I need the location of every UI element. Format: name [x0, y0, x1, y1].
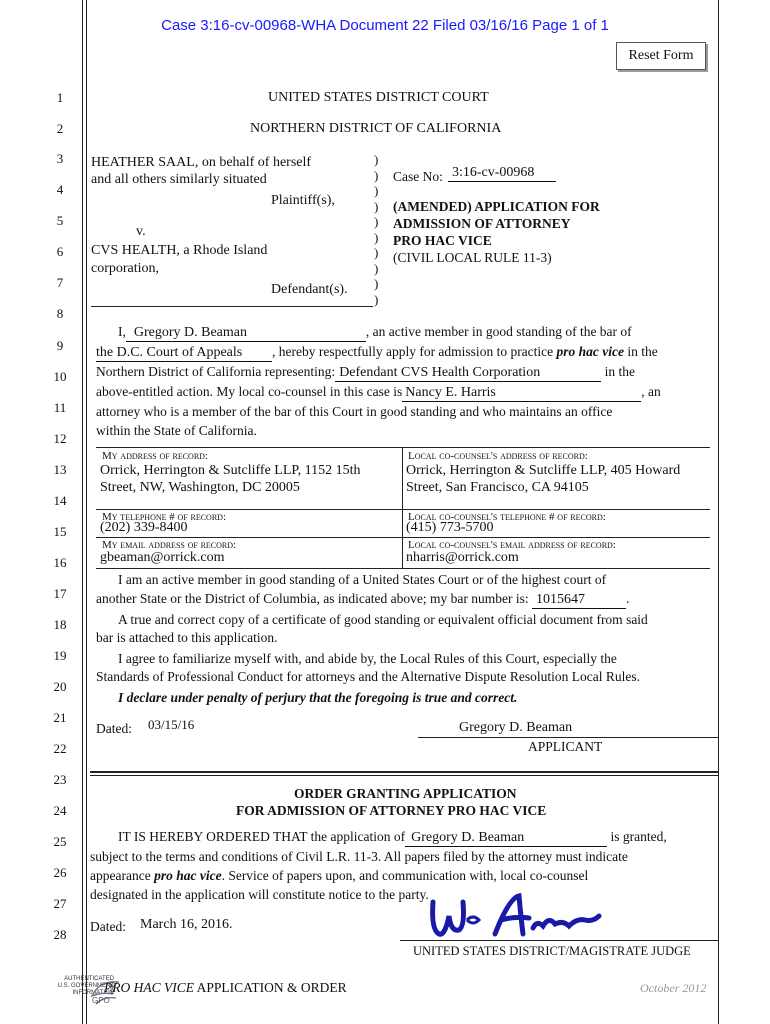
cocounsel-address-label: Local co-counsel's address of record: [408, 450, 588, 462]
seal-line-2: U.S. GOVERNMENT [57, 983, 114, 989]
left-margin-line-1 [82, 0, 83, 1024]
seal-gpo: GPO [92, 996, 110, 1005]
order-line-1 [118, 829, 667, 847]
line-number: 26 [53, 865, 67, 880]
case-no-label: Case No: [393, 169, 443, 184]
cocounsel-field[interactable]: Nancy E. Harris [402, 385, 641, 402]
order-line-2: subject to the terms and conditions of Civil L.R. 11-3. All papers filed by the attorney must indicate [90, 849, 628, 864]
title-line-1: (AMENDED) APPLICATION FOR [393, 199, 600, 214]
applicant-signature-field[interactable]: Gregory D. Beaman [459, 720, 573, 735]
para-1-line-1: I am an active member in good standing of a United States Court or of the highest court of [118, 572, 607, 587]
line-number: 22 [53, 741, 67, 756]
line-number: 18 [53, 617, 67, 632]
body-line-1 [118, 324, 632, 342]
line-number: 12 [53, 431, 67, 446]
line-number: 28 [53, 927, 67, 942]
line-number: 8 [56, 306, 64, 321]
dated-label: Dated: [96, 721, 132, 736]
line-number: 5 [56, 213, 64, 228]
line-number: 11 [53, 400, 67, 415]
footer-pro-hac-vice: PRO HAC VICE [104, 980, 194, 995]
title-line-3: PRO HAC VICE [393, 233, 492, 248]
defendant-role: Defendant(s). [271, 282, 348, 297]
line-number: 16 [53, 555, 67, 570]
title-line-2: ADMISSION OF ATTORNEY [393, 216, 571, 231]
defendant-line-1: CVS HEALTH, a Rhode Island [91, 243, 268, 258]
order-dated-label: Dated: [90, 919, 126, 934]
line-number: 13 [53, 462, 67, 477]
grid-top-line [96, 447, 710, 448]
line-number: 9 [56, 338, 64, 353]
filing-stamp: Case 3:16-cv-00968-WHA Document 22 Filed 03/16/16 Page 1 of 1 [161, 17, 609, 34]
order-line-3 [90, 868, 588, 884]
bar-field[interactable]: the D.C. Court of Appeals [96, 345, 272, 362]
order-dated-field[interactable]: March 16, 2016. [140, 917, 233, 932]
line-number: 20 [53, 679, 67, 694]
para-2-line-2: bar is attached to this application. [96, 630, 278, 645]
line-number: 21 [53, 710, 67, 725]
applicant-line [418, 737, 718, 738]
cocounsel-email-field[interactable]: nharris@orrick.com [406, 550, 519, 565]
plaintiff-line-2: and all others similarly situated [91, 172, 267, 187]
judge-line [400, 940, 718, 941]
my-address-line-2[interactable]: Street, NW, Washington, DC 20005 [100, 480, 300, 495]
defendant-line-2: corporation, [91, 261, 160, 276]
footer-title [104, 980, 347, 996]
caption-underline [91, 306, 373, 307]
grid-bottom-line [96, 568, 710, 569]
my-phone-field[interactable]: (202) 339-8400 [100, 520, 188, 535]
seal-line-3: INFORMATION [72, 990, 114, 996]
line-number: 15 [53, 524, 67, 539]
body-text-3b: in the [604, 364, 635, 379]
judge-signature [425, 890, 605, 945]
applicant-label: APPLICANT [528, 739, 603, 754]
i-prefix: I, [118, 324, 126, 339]
order-applicant-field[interactable]: Gregory D. Beaman [405, 830, 607, 847]
line-number: 23 [53, 772, 67, 787]
body-line-6: within the State of California. [96, 423, 257, 438]
body-line-4 [96, 384, 661, 402]
my-email-label: My email address of record: [102, 539, 237, 551]
line-number: 1 [56, 90, 64, 105]
body-text-4: above-entitled action. My local co-counsel in this case is [96, 384, 403, 399]
caption-parentheses: ) ) ) ) ) ) ) ) ) ) [374, 152, 379, 307]
reset-form-button[interactable]: Reset Form [616, 42, 706, 70]
cocounsel-phone-label: Local co-counsel's telephone # of record: [408, 511, 606, 523]
line-number: 4 [56, 182, 64, 197]
judge-label: UNITED STATES DISTRICT/MAGISTRATE JUDGE [413, 944, 691, 958]
order-text-1b: is granted, [610, 829, 667, 844]
para-1-text: another State or the District of Columbia, as indicated above; my bar number is: [96, 591, 529, 606]
representing-field[interactable]: Defendant CVS Health Corporation [335, 365, 601, 382]
para-3-line-1: I agree to familiarize myself with, and abide by, the Local Rules of this Court, especially the [118, 651, 617, 666]
cocounsel-address-line-2[interactable]: Street, San Francisco, CA 94105 [406, 480, 589, 495]
line-number: 27 [53, 896, 67, 911]
line-number: 19 [53, 648, 67, 663]
line-number: 7 [56, 275, 64, 290]
body-text-2b: in the [627, 344, 658, 359]
order-text-1a: IT IS HEREBY ORDERED THAT the application of [118, 829, 406, 844]
body-text-3: Northern District of California representing: [96, 364, 336, 379]
bar-number-field[interactable]: 1015647 [532, 592, 626, 609]
order-divider-2 [90, 775, 718, 776]
grid-line-2 [96, 509, 710, 510]
order-pro-hac-vice: pro hac vice [154, 868, 222, 883]
body-line-2 [96, 344, 658, 362]
line-number: 2 [56, 121, 64, 136]
cocounsel-address-line-1[interactable]: Orrick, Herrington & Sutcliffe LLP, 405 Howard [406, 463, 681, 478]
order-title-2: FOR ADMISSION OF ATTORNEY PRO HAC VICE [236, 803, 547, 818]
my-email-field[interactable]: gbeaman@orrick.com [100, 550, 225, 565]
para-2-line-1: A true and correct copy of a certificate of good standing or equivalent official document from said [118, 612, 648, 627]
footer-date: October 2012 [640, 981, 707, 995]
title-line-4: (CIVIL LOCAL RULE 11-3) [393, 250, 552, 265]
body-text-1: , an active member in good standing of the bar of [365, 324, 632, 339]
body-text-4b: , an [641, 384, 661, 399]
body-text-2a: , hereby respectfully apply for admission to practice [272, 344, 554, 359]
order-text-3b: . Service of papers upon, and communication with, local co-counsel [221, 868, 589, 883]
line-number: 24 [53, 803, 67, 818]
para-1-period: . [626, 591, 630, 606]
line-number: 6 [56, 244, 64, 259]
grid-line-3 [96, 537, 710, 538]
right-margin-line [718, 0, 719, 1024]
cocounsel-email-label: Local co-counsel's email address of record: [408, 539, 616, 551]
cocounsel-phone-field[interactable]: (415) 773-5700 [406, 520, 494, 535]
versus: v. [136, 224, 146, 239]
line-number: 3 [56, 151, 64, 166]
order-divider-1 [90, 771, 718, 773]
footer-application-order: APPLICATION & ORDER [196, 980, 347, 995]
my-phone-label: My telephone # of record: [102, 511, 227, 523]
order-line-4: designated in the application will constitute notice to the party. [90, 887, 429, 902]
order-title-1: ORDER GRANTING APPLICATION [294, 786, 517, 801]
line-number: 25 [53, 834, 67, 849]
para-3-line-2: Standards of Professional Conduct for attorneys and the Alternative Dispute Resolution Local Rules. [96, 669, 641, 684]
my-address-line-1[interactable]: Orrick, Herrington & Sutcliffe LLP, 1152 15th [100, 463, 361, 478]
line-number: 14 [53, 493, 67, 508]
line-number: 10 [53, 369, 67, 384]
attorney-name-field[interactable]: Gregory D. Beaman [126, 325, 366, 342]
my-address-label: My address of record: [102, 450, 208, 462]
line-number: 17 [53, 586, 67, 601]
dated-field[interactable]: 03/15/16 [148, 717, 195, 732]
body-line-3 [96, 364, 635, 382]
court-name: UNITED STATES DISTRICT COURT [268, 90, 489, 105]
seal-line-1: AUTHENTICATED [64, 976, 114, 982]
left-margin-line-2 [86, 0, 87, 1024]
grid-center-divider [402, 447, 403, 569]
order-text-3a: appearance [90, 868, 151, 883]
plaintiff-role: Plaintiff(s), [271, 193, 335, 208]
case-no-field[interactable]: 3:16-cv-00968 [448, 165, 556, 182]
court-district: NORTHERN DISTRICT OF CALIFORNIA [250, 121, 502, 136]
plaintiff-line-1: HEATHER SAAL, on behalf of herself [91, 155, 312, 170]
para-1-line-2 [96, 591, 629, 609]
pro-hac-vice-text: pro hac vice [556, 344, 625, 359]
body-line-5: attorney who is a member of the bar of this Court in good standing and who maintains an office [96, 404, 613, 419]
declaration: I declare under penalty of perjury that the foregoing is true and correct. [118, 690, 518, 705]
